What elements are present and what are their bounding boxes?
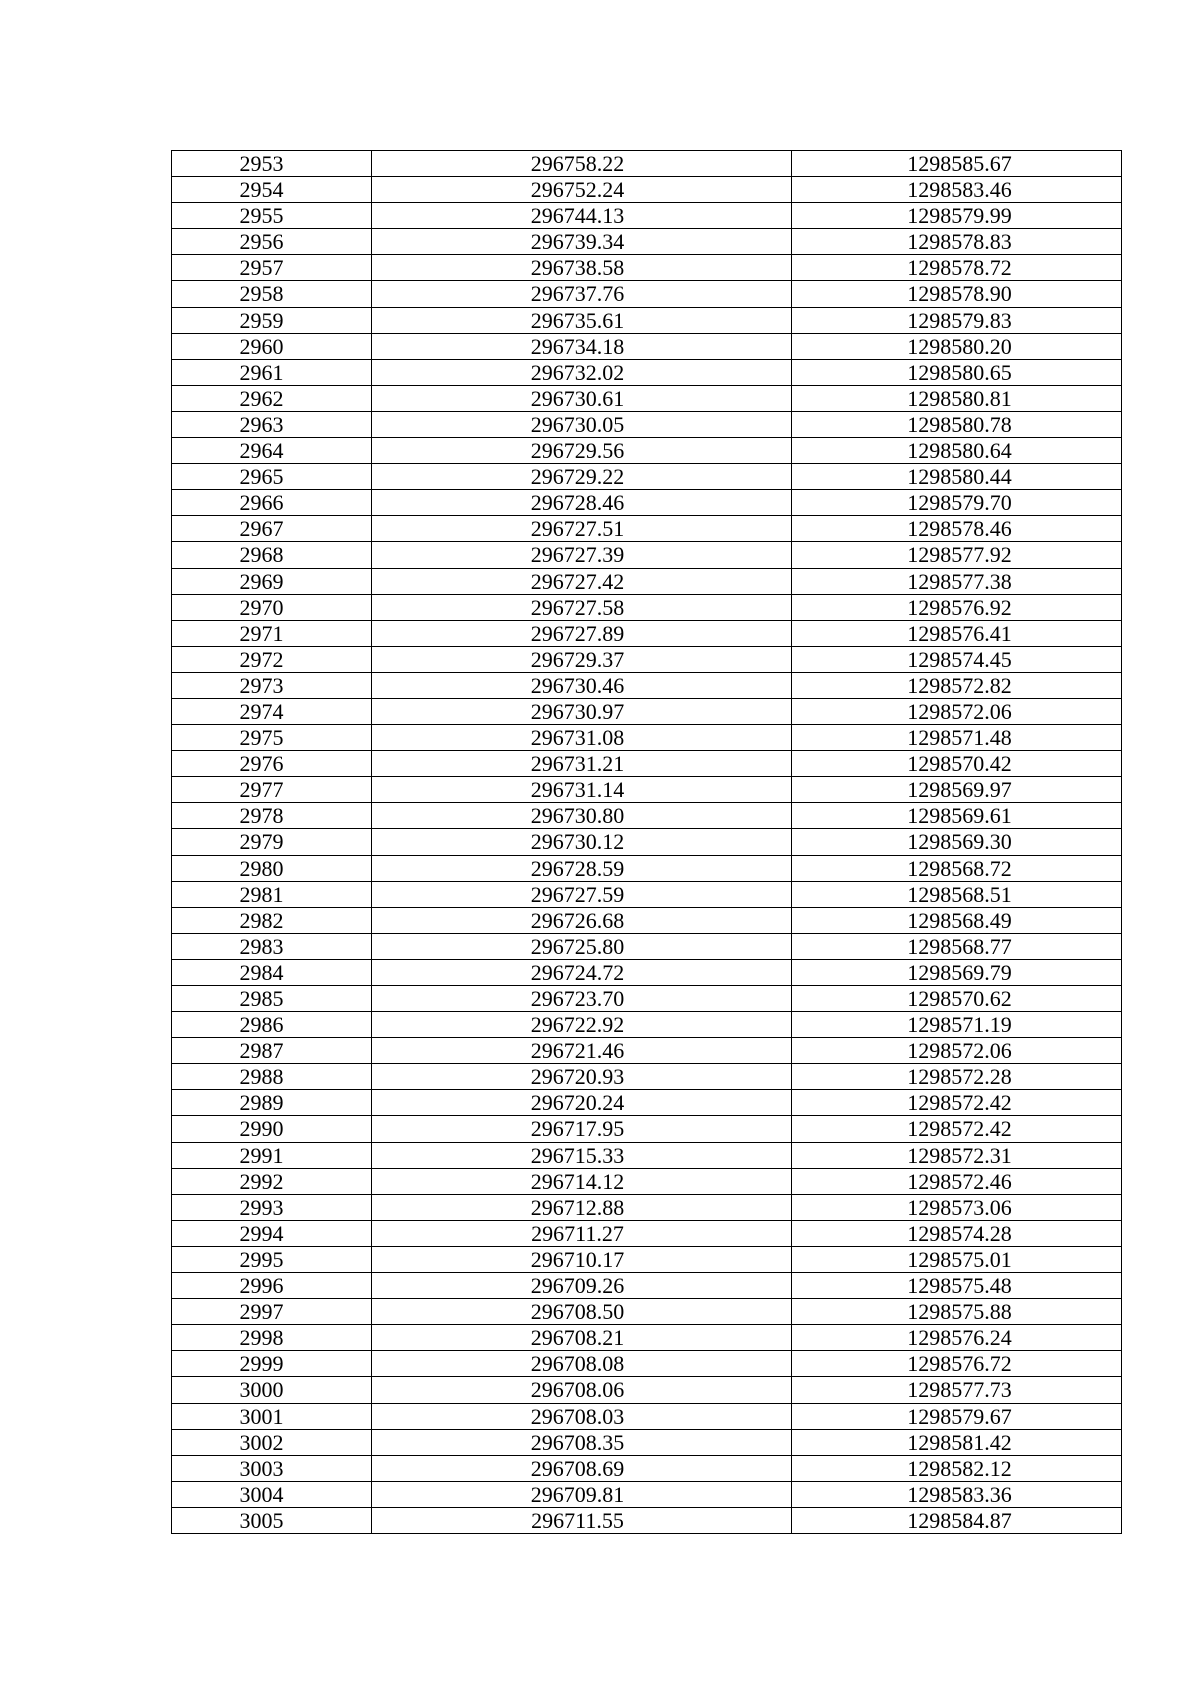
y-coordinate-cell: 1298579.83: [792, 307, 1122, 333]
x-coordinate-cell: 296731.08: [372, 725, 792, 751]
point-number-cell: 2955: [172, 203, 372, 229]
table-row: [172, 438, 1122, 464]
table-row: [172, 1403, 1122, 1429]
point-number-cell: 2960: [172, 333, 372, 359]
table-row: [172, 516, 1122, 542]
x-coordinate-cell: 296708.21: [372, 1325, 792, 1351]
coordinate-table: [171, 150, 1122, 1534]
y-coordinate-cell: 1298576.72: [792, 1351, 1122, 1377]
x-coordinate-cell: 296730.46: [372, 672, 792, 698]
x-coordinate-cell: 296709.81: [372, 1481, 792, 1507]
y-coordinate-cell: 1298574.28: [792, 1220, 1122, 1246]
point-number-cell: 3002: [172, 1429, 372, 1455]
table-row: [172, 1246, 1122, 1272]
y-coordinate-cell: 1298569.97: [792, 777, 1122, 803]
table-row: [172, 1481, 1122, 1507]
point-number-cell: 2968: [172, 542, 372, 568]
x-coordinate-cell: 296727.51: [372, 516, 792, 542]
table-row: [172, 281, 1122, 307]
y-coordinate-cell: 1298577.73: [792, 1377, 1122, 1403]
x-coordinate-cell: 296727.89: [372, 620, 792, 646]
y-coordinate-cell: 1298572.42: [792, 1090, 1122, 1116]
y-coordinate-cell: 1298580.64: [792, 438, 1122, 464]
x-coordinate-cell: 296726.68: [372, 907, 792, 933]
point-number-cell: 2990: [172, 1116, 372, 1142]
point-number-cell: 2966: [172, 490, 372, 516]
x-coordinate-cell: 296735.61: [372, 307, 792, 333]
point-number-cell: 2970: [172, 594, 372, 620]
y-coordinate-cell: 1298580.78: [792, 411, 1122, 437]
table-row: [172, 1429, 1122, 1455]
table-row: [172, 385, 1122, 411]
point-number-cell: 3000: [172, 1377, 372, 1403]
table-row: [172, 1299, 1122, 1325]
y-coordinate-cell: 1298579.70: [792, 490, 1122, 516]
table-row: [172, 855, 1122, 881]
point-number-cell: 2984: [172, 959, 372, 985]
y-coordinate-cell: 1298578.90: [792, 281, 1122, 307]
point-number-cell: 2985: [172, 986, 372, 1012]
y-coordinate-cell: 1298570.42: [792, 751, 1122, 777]
point-number-cell: 2991: [172, 1142, 372, 1168]
x-coordinate-cell: 296737.76: [372, 281, 792, 307]
x-coordinate-cell: 296711.55: [372, 1507, 792, 1533]
x-coordinate-cell: 296720.93: [372, 1064, 792, 1090]
table-row: [172, 1038, 1122, 1064]
point-number-cell: 2967: [172, 516, 372, 542]
x-coordinate-cell: 296727.39: [372, 542, 792, 568]
y-coordinate-cell: 1298572.06: [792, 698, 1122, 724]
x-coordinate-cell: 296730.80: [372, 803, 792, 829]
table-row: [172, 177, 1122, 203]
point-number-cell: 2972: [172, 646, 372, 672]
y-coordinate-cell: 1298575.01: [792, 1246, 1122, 1272]
table-row: [172, 986, 1122, 1012]
y-coordinate-cell: 1298572.31: [792, 1142, 1122, 1168]
table-row: [172, 1273, 1122, 1299]
point-number-cell: 2981: [172, 881, 372, 907]
point-number-cell: 2978: [172, 803, 372, 829]
coordinate-table-body: [172, 151, 1122, 1534]
table-row: [172, 568, 1122, 594]
x-coordinate-cell: 296734.18: [372, 333, 792, 359]
point-number-cell: 2975: [172, 725, 372, 751]
point-number-cell: 2956: [172, 229, 372, 255]
y-coordinate-cell: 1298582.12: [792, 1455, 1122, 1481]
point-number-cell: 2962: [172, 385, 372, 411]
y-coordinate-cell: 1298572.28: [792, 1064, 1122, 1090]
point-number-cell: 2983: [172, 933, 372, 959]
table-row: [172, 829, 1122, 855]
y-coordinate-cell: 1298572.42: [792, 1116, 1122, 1142]
point-number-cell: 2958: [172, 281, 372, 307]
point-number-cell: 2961: [172, 359, 372, 385]
y-coordinate-cell: 1298575.48: [792, 1273, 1122, 1299]
y-coordinate-cell: 1298572.82: [792, 672, 1122, 698]
y-coordinate-cell: 1298571.19: [792, 1012, 1122, 1038]
table-row: [172, 881, 1122, 907]
table-row: [172, 255, 1122, 281]
y-coordinate-cell: 1298584.87: [792, 1507, 1122, 1533]
x-coordinate-cell: 296708.06: [372, 1377, 792, 1403]
table-row: [172, 933, 1122, 959]
y-coordinate-cell: 1298568.49: [792, 907, 1122, 933]
y-coordinate-cell: 1298569.61: [792, 803, 1122, 829]
y-coordinate-cell: 1298580.81: [792, 385, 1122, 411]
table-row: [172, 464, 1122, 490]
point-number-cell: 3001: [172, 1403, 372, 1429]
x-coordinate-cell: 296727.59: [372, 881, 792, 907]
table-row: [172, 1116, 1122, 1142]
x-coordinate-cell: 296730.12: [372, 829, 792, 855]
point-number-cell: 2954: [172, 177, 372, 203]
x-coordinate-cell: 296722.92: [372, 1012, 792, 1038]
y-coordinate-cell: 1298569.79: [792, 959, 1122, 985]
table-row: [172, 1507, 1122, 1533]
y-coordinate-cell: 1298577.38: [792, 568, 1122, 594]
x-coordinate-cell: 296712.88: [372, 1194, 792, 1220]
y-coordinate-cell: 1298576.92: [792, 594, 1122, 620]
y-coordinate-cell: 1298583.36: [792, 1481, 1122, 1507]
x-coordinate-cell: 296708.50: [372, 1299, 792, 1325]
point-number-cell: 2980: [172, 855, 372, 881]
point-number-cell: 2999: [172, 1351, 372, 1377]
y-coordinate-cell: 1298579.99: [792, 203, 1122, 229]
x-coordinate-cell: 296725.80: [372, 933, 792, 959]
x-coordinate-cell: 296731.14: [372, 777, 792, 803]
point-number-cell: 2995: [172, 1246, 372, 1272]
y-coordinate-cell: 1298576.41: [792, 620, 1122, 646]
point-number-cell: 3005: [172, 1507, 372, 1533]
x-coordinate-cell: 296758.22: [372, 151, 792, 177]
x-coordinate-cell: 296711.27: [372, 1220, 792, 1246]
x-coordinate-cell: 296744.13: [372, 203, 792, 229]
x-coordinate-cell: 296728.46: [372, 490, 792, 516]
y-coordinate-cell: 1298580.65: [792, 359, 1122, 385]
x-coordinate-cell: 296708.69: [372, 1455, 792, 1481]
point-number-cell: 2977: [172, 777, 372, 803]
point-number-cell: 2957: [172, 255, 372, 281]
point-number-cell: 2987: [172, 1038, 372, 1064]
y-coordinate-cell: 1298580.20: [792, 333, 1122, 359]
x-coordinate-cell: 296729.37: [372, 646, 792, 672]
table-row: [172, 751, 1122, 777]
x-coordinate-cell: 296710.17: [372, 1246, 792, 1272]
table-row: [172, 698, 1122, 724]
point-number-cell: 2973: [172, 672, 372, 698]
table-row: [172, 359, 1122, 385]
point-number-cell: 2964: [172, 438, 372, 464]
table-row: [172, 203, 1122, 229]
table-row: [172, 151, 1122, 177]
x-coordinate-cell: 296717.95: [372, 1116, 792, 1142]
y-coordinate-cell: 1298583.46: [792, 177, 1122, 203]
y-coordinate-cell: 1298578.72: [792, 255, 1122, 281]
x-coordinate-cell: 296752.24: [372, 177, 792, 203]
point-number-cell: 2989: [172, 1090, 372, 1116]
x-coordinate-cell: 296739.34: [372, 229, 792, 255]
point-number-cell: 2969: [172, 568, 372, 594]
y-coordinate-cell: 1298577.92: [792, 542, 1122, 568]
y-coordinate-cell: 1298571.48: [792, 725, 1122, 751]
table-row: [172, 1351, 1122, 1377]
y-coordinate-cell: 1298581.42: [792, 1429, 1122, 1455]
x-coordinate-cell: 296731.21: [372, 751, 792, 777]
table-row: [172, 803, 1122, 829]
table-row: [172, 646, 1122, 672]
table-row: [172, 333, 1122, 359]
point-number-cell: 2986: [172, 1012, 372, 1038]
x-coordinate-cell: 296708.35: [372, 1429, 792, 1455]
table-row: [172, 1220, 1122, 1246]
table-row: [172, 620, 1122, 646]
point-number-cell: 2994: [172, 1220, 372, 1246]
point-number-cell: 3003: [172, 1455, 372, 1481]
point-number-cell: 2979: [172, 829, 372, 855]
x-coordinate-cell: 296724.72: [372, 959, 792, 985]
point-number-cell: 2976: [172, 751, 372, 777]
point-number-cell: 2982: [172, 907, 372, 933]
y-coordinate-cell: 1298573.06: [792, 1194, 1122, 1220]
y-coordinate-cell: 1298569.30: [792, 829, 1122, 855]
table-row: [172, 1377, 1122, 1403]
y-coordinate-cell: 1298572.06: [792, 1038, 1122, 1064]
y-coordinate-cell: 1298575.88: [792, 1299, 1122, 1325]
table-row: [172, 1168, 1122, 1194]
table-row: [172, 725, 1122, 751]
x-coordinate-cell: 296732.02: [372, 359, 792, 385]
table-row: [172, 307, 1122, 333]
table-row: [172, 777, 1122, 803]
y-coordinate-cell: 1298568.72: [792, 855, 1122, 881]
x-coordinate-cell: 296728.59: [372, 855, 792, 881]
point-number-cell: 2998: [172, 1325, 372, 1351]
x-coordinate-cell: 296727.58: [372, 594, 792, 620]
y-coordinate-cell: 1298579.67: [792, 1403, 1122, 1429]
x-coordinate-cell: 296714.12: [372, 1168, 792, 1194]
y-coordinate-cell: 1298568.51: [792, 881, 1122, 907]
point-number-cell: 2974: [172, 698, 372, 724]
table-row: [172, 229, 1122, 255]
x-coordinate-cell: 296730.61: [372, 385, 792, 411]
table-row: [172, 1325, 1122, 1351]
x-coordinate-cell: 296727.42: [372, 568, 792, 594]
y-coordinate-cell: 1298572.46: [792, 1168, 1122, 1194]
table-row: [172, 1064, 1122, 1090]
y-coordinate-cell: 1298578.46: [792, 516, 1122, 542]
table-row: [172, 542, 1122, 568]
y-coordinate-cell: 1298585.67: [792, 151, 1122, 177]
point-number-cell: 2963: [172, 411, 372, 437]
table-row: [172, 959, 1122, 985]
point-number-cell: 2992: [172, 1168, 372, 1194]
x-coordinate-cell: 296708.08: [372, 1351, 792, 1377]
point-number-cell: 2993: [172, 1194, 372, 1220]
table-row: [172, 411, 1122, 437]
point-number-cell: 2971: [172, 620, 372, 646]
x-coordinate-cell: 296709.26: [372, 1273, 792, 1299]
point-number-cell: 2965: [172, 464, 372, 490]
point-number-cell: 2996: [172, 1273, 372, 1299]
x-coordinate-cell: 296738.58: [372, 255, 792, 281]
y-coordinate-cell: 1298568.77: [792, 933, 1122, 959]
table-row: [172, 490, 1122, 516]
table-row: [172, 1090, 1122, 1116]
y-coordinate-cell: 1298576.24: [792, 1325, 1122, 1351]
table-row: [172, 672, 1122, 698]
point-number-cell: 2988: [172, 1064, 372, 1090]
x-coordinate-cell: 296721.46: [372, 1038, 792, 1064]
x-coordinate-cell: 296729.56: [372, 438, 792, 464]
point-number-cell: 2953: [172, 151, 372, 177]
table-row: [172, 907, 1122, 933]
point-number-cell: 2959: [172, 307, 372, 333]
x-coordinate-cell: 296730.05: [372, 411, 792, 437]
point-number-cell: 2997: [172, 1299, 372, 1325]
y-coordinate-cell: 1298580.44: [792, 464, 1122, 490]
point-number-cell: 3004: [172, 1481, 372, 1507]
x-coordinate-cell: 296723.70: [372, 986, 792, 1012]
y-coordinate-cell: 1298570.62: [792, 986, 1122, 1012]
x-coordinate-cell: 296720.24: [372, 1090, 792, 1116]
table-row: [172, 1455, 1122, 1481]
x-coordinate-cell: 296729.22: [372, 464, 792, 490]
y-coordinate-cell: 1298578.83: [792, 229, 1122, 255]
x-coordinate-cell: 296730.97: [372, 698, 792, 724]
table-row: [172, 1142, 1122, 1168]
table-row: [172, 1012, 1122, 1038]
y-coordinate-cell: 1298574.45: [792, 646, 1122, 672]
x-coordinate-cell: 296708.03: [372, 1403, 792, 1429]
table-row: [172, 1194, 1122, 1220]
x-coordinate-cell: 296715.33: [372, 1142, 792, 1168]
table-row: [172, 594, 1122, 620]
